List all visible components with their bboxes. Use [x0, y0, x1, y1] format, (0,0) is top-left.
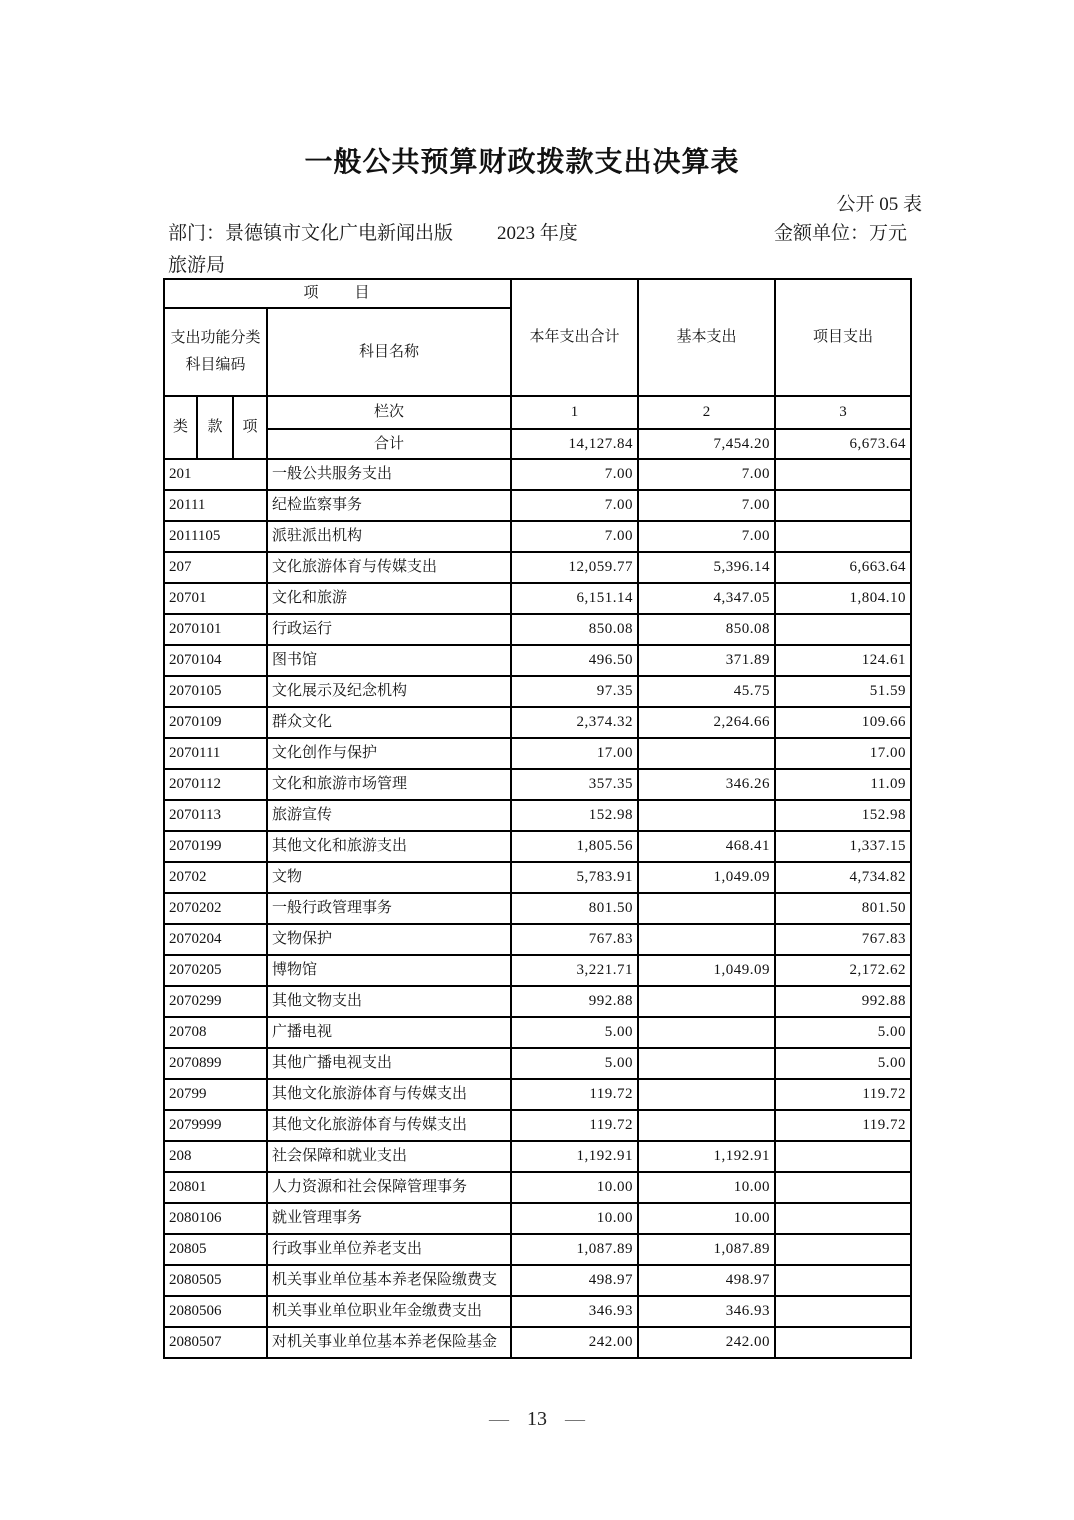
project-expense-cell: 17.00	[775, 738, 911, 769]
header-col-project-expense: 项目支出	[775, 279, 911, 396]
header-category: 类	[164, 396, 197, 459]
function-code-cell: 20805	[164, 1234, 267, 1265]
subject-name-cell: 人力资源和社会保障管理事务	[267, 1172, 511, 1203]
total-expense-cell: 119.72	[511, 1079, 638, 1110]
page-title: 一般公共预算财政拨款支出决算表	[304, 146, 740, 177]
basic-expense-sum: 7,454.20	[638, 429, 775, 459]
total-expense-cell: 5.00	[511, 1048, 638, 1079]
total-expense-cell: 357.35	[511, 769, 638, 800]
header-col-num-1: 1	[511, 396, 638, 429]
table-row	[164, 1296, 911, 1327]
total-expense-sum: 14,127.84	[511, 429, 638, 459]
function-code-cell: 201	[164, 459, 267, 490]
basic-expense-cell: 10.00	[638, 1203, 775, 1234]
table-row	[164, 831, 911, 862]
basic-expense-cell	[638, 924, 775, 955]
table-row	[164, 1265, 911, 1296]
header-project: 项 目	[164, 279, 511, 308]
function-code-cell: 2080106	[164, 1203, 267, 1234]
table-row	[164, 893, 911, 924]
project-expense-cell: 5.00	[775, 1048, 911, 1079]
subject-name-cell: 文化展示及纪念机构	[267, 676, 511, 707]
project-expense-cell	[775, 459, 911, 490]
table-row	[164, 1141, 911, 1172]
table-row	[164, 986, 911, 1017]
total-expense-cell: 119.72	[511, 1110, 638, 1141]
header-col-num-2: 2	[638, 396, 775, 429]
table-row	[164, 955, 911, 986]
header-function-code	[164, 308, 267, 396]
basic-expense-cell: 346.93	[638, 1296, 775, 1327]
function-code-cell: 20708	[164, 1017, 267, 1048]
subject-name-cell: 一般公共服务支出	[267, 459, 511, 490]
basic-expense-cell: 1,049.09	[638, 955, 775, 986]
function-code-cell: 2070199	[164, 831, 267, 862]
function-code-cell: 2070104	[164, 645, 267, 676]
function-code-cell: 2079999	[164, 1110, 267, 1141]
basic-expense-cell	[638, 738, 775, 769]
page-number: 13	[527, 1408, 547, 1430]
function-code-cell: 2070111	[164, 738, 267, 769]
subject-name-cell: 其他文化和旅游支出	[267, 831, 511, 862]
table-row	[164, 1017, 911, 1048]
table-row	[164, 738, 911, 769]
project-expense-cell: 152.98	[775, 800, 911, 831]
subject-name-cell: 就业管理事务	[267, 1203, 511, 1234]
project-expense-cell: 109.66	[775, 707, 911, 738]
subject-name-cell: 其他文物支出	[267, 986, 511, 1017]
function-code-cell: 2070105	[164, 676, 267, 707]
function-code-cell: 20701	[164, 583, 267, 614]
footer-dash-left: —	[489, 1408, 509, 1430]
basic-expense-cell: 2,264.66	[638, 707, 775, 738]
basic-expense-cell	[638, 893, 775, 924]
total-expense-cell: 12,059.77	[511, 552, 638, 583]
function-code-cell: 2080507	[164, 1327, 267, 1358]
project-expense-cell	[775, 614, 911, 645]
basic-expense-cell: 1,192.91	[638, 1141, 775, 1172]
total-expense-cell: 6,151.14	[511, 583, 638, 614]
subject-name-cell: 文化创作与保护	[267, 738, 511, 769]
project-expense-cell	[775, 1141, 911, 1172]
project-expense-cell	[775, 490, 911, 521]
subject-name-cell: 机关事业单位基本养老保险缴费支	[267, 1265, 511, 1296]
basic-expense-cell: 5,396.14	[638, 552, 775, 583]
function-code-cell: 207	[164, 552, 267, 583]
table-row	[164, 552, 911, 583]
basic-expense-cell	[638, 986, 775, 1017]
project-expense-cell	[775, 1203, 911, 1234]
total-expense-cell: 242.00	[511, 1327, 638, 1358]
project-expense-cell: 992.88	[775, 986, 911, 1017]
function-code-cell: 2070101	[164, 614, 267, 645]
basic-expense-cell: 1,087.89	[638, 1234, 775, 1265]
function-code-cell: 2070109	[164, 707, 267, 738]
total-expense-cell: 498.97	[511, 1265, 638, 1296]
subject-name-cell: 文物保护	[267, 924, 511, 955]
basic-expense-cell: 7.00	[638, 490, 775, 521]
subject-name-cell: 文化和旅游市场管理	[267, 769, 511, 800]
subject-name-cell: 其他文化旅游体育与传媒支出	[267, 1110, 511, 1141]
function-code-cell: 208	[164, 1141, 267, 1172]
total-expense-cell: 7.00	[511, 490, 638, 521]
subject-name-cell: 行政事业单位养老支出	[267, 1234, 511, 1265]
subject-name-cell: 图书馆	[267, 645, 511, 676]
basic-expense-cell	[638, 1110, 775, 1141]
project-expense-cell: 119.72	[775, 1079, 911, 1110]
project-expense-cell: 6,663.64	[775, 552, 911, 583]
function-code-cell: 2070204	[164, 924, 267, 955]
function-code-cell: 20801	[164, 1172, 267, 1203]
project-expense-cell: 2,172.62	[775, 955, 911, 986]
basic-expense-cell: 346.26	[638, 769, 775, 800]
table-row	[164, 583, 911, 614]
project-expense-cell: 4,734.82	[775, 862, 911, 893]
total-expense-cell: 850.08	[511, 614, 638, 645]
total-expense-cell: 801.50	[511, 893, 638, 924]
project-expense-cell: 11.09	[775, 769, 911, 800]
table-row	[164, 924, 911, 955]
table-row	[164, 1048, 911, 1079]
total-expense-cell: 7.00	[511, 459, 638, 490]
subject-name-cell: 群众文化	[267, 707, 511, 738]
subject-name-cell: 对机关事业单位基本养老保险基金	[267, 1327, 511, 1358]
amount-unit-label: 金额单位：万元	[773, 223, 907, 244]
total-expense-cell: 3,221.71	[511, 955, 638, 986]
subject-name-cell: 其他文化旅游体育与传媒支出	[267, 1079, 511, 1110]
function-code-cell: 2080505	[164, 1265, 267, 1296]
basic-expense-cell: 45.75	[638, 676, 775, 707]
fiscal-year-label: 2023 年度	[497, 223, 578, 244]
table-row	[164, 490, 911, 521]
header-row-total	[164, 429, 911, 459]
total-expense-cell: 97.35	[511, 676, 638, 707]
project-expense-cell	[775, 1327, 911, 1358]
basic-expense-cell: 850.08	[638, 614, 775, 645]
project-expense-cell: 801.50	[775, 893, 911, 924]
project-expense-cell	[775, 1172, 911, 1203]
subject-name-cell: 纪检监察事务	[267, 490, 511, 521]
basic-expense-cell: 7.00	[638, 521, 775, 552]
project-expense-cell	[775, 521, 911, 552]
table-code-label: 公开 05 表	[836, 194, 922, 215]
header-function-code-line2: 科目编码	[185, 357, 246, 373]
total-expense-cell: 346.93	[511, 1296, 638, 1327]
basic-expense-cell: 371.89	[638, 645, 775, 676]
subject-name-cell: 博物馆	[267, 955, 511, 986]
project-expense-sum: 6,673.64	[775, 429, 911, 459]
project-expense-cell: 119.72	[775, 1110, 911, 1141]
subject-name-cell: 文化旅游体育与传媒支出	[267, 552, 511, 583]
basic-expense-cell: 10.00	[638, 1172, 775, 1203]
table-row	[164, 676, 911, 707]
header-lanci-label: 栏次	[267, 396, 511, 429]
table-row	[164, 862, 911, 893]
project-expense-cell	[775, 1234, 911, 1265]
table-row	[164, 459, 911, 490]
table-row	[164, 1079, 911, 1110]
table-body	[164, 459, 911, 1358]
function-code-cell: 20702	[164, 862, 267, 893]
header-subject-name: 科目名称	[267, 308, 511, 396]
page-footer	[0, 1408, 1074, 1431]
project-expense-cell: 124.61	[775, 645, 911, 676]
total-expense-cell: 1,805.56	[511, 831, 638, 862]
function-code-cell: 2070205	[164, 955, 267, 986]
total-expense-cell: 17.00	[511, 738, 638, 769]
subject-name-cell: 行政运行	[267, 614, 511, 645]
function-code-cell: 2070113	[164, 800, 267, 831]
table-row	[164, 1327, 911, 1358]
subject-name-cell: 一般行政管理事务	[267, 893, 511, 924]
table-header	[164, 279, 911, 459]
header-col-num-3: 3	[775, 396, 911, 429]
table-row	[164, 707, 911, 738]
total-expense-cell: 767.83	[511, 924, 638, 955]
total-expense-cell: 10.00	[511, 1172, 638, 1203]
basic-expense-cell	[638, 1017, 775, 1048]
header-section: 款	[197, 396, 233, 459]
footer-dash-right: —	[565, 1408, 585, 1430]
total-expense-cell: 992.88	[511, 986, 638, 1017]
function-code-cell: 2080506	[164, 1296, 267, 1327]
total-expense-cell: 7.00	[511, 521, 638, 552]
department-label: 部门：景德镇市文化广电新闻出版	[168, 223, 454, 244]
basic-expense-cell: 7.00	[638, 459, 775, 490]
subject-name-cell: 社会保障和就业支出	[267, 1141, 511, 1172]
subject-name-cell: 其他广播电视支出	[267, 1048, 511, 1079]
total-expense-cell: 1,192.91	[511, 1141, 638, 1172]
basic-expense-cell: 242.00	[638, 1327, 775, 1358]
function-code-cell: 2070112	[164, 769, 267, 800]
function-code-cell: 2070202	[164, 893, 267, 924]
header-function-code-line1: 支出功能分类	[170, 330, 261, 346]
project-expense-cell: 5.00	[775, 1017, 911, 1048]
header-col-total-expense: 本年支出合计	[511, 279, 638, 396]
total-expense-cell: 5,783.91	[511, 862, 638, 893]
function-code-cell: 2011105	[164, 521, 267, 552]
project-expense-cell: 51.59	[775, 676, 911, 707]
project-expense-cell: 1,337.15	[775, 831, 911, 862]
total-expense-cell: 2,374.32	[511, 707, 638, 738]
subject-name-cell: 文化和旅游	[267, 583, 511, 614]
project-expense-cell: 1,804.10	[775, 583, 911, 614]
function-code-cell: 20111	[164, 490, 267, 521]
subject-name-cell: 派驻派出机构	[267, 521, 511, 552]
subject-name-cell: 文物	[267, 862, 511, 893]
department-label-line2: 旅游局	[168, 255, 226, 276]
basic-expense-cell	[638, 800, 775, 831]
function-code-cell: 20799	[164, 1079, 267, 1110]
project-expense-cell: 767.83	[775, 924, 911, 955]
budget-table	[163, 278, 912, 1359]
basic-expense-cell: 468.41	[638, 831, 775, 862]
subject-name-cell: 广播电视	[267, 1017, 511, 1048]
subject-name-cell: 机关事业单位职业年金缴费支出	[267, 1296, 511, 1327]
basic-expense-cell: 4,347.05	[638, 583, 775, 614]
header-col-basic-expense: 基本支出	[638, 279, 775, 396]
basic-expense-cell: 1,049.09	[638, 862, 775, 893]
basic-expense-cell	[638, 1048, 775, 1079]
total-row-label: 合计	[267, 429, 511, 459]
basic-expense-cell	[638, 1079, 775, 1110]
function-code-cell: 2070299	[164, 986, 267, 1017]
header-row-project	[164, 279, 911, 308]
table-row	[164, 521, 911, 552]
project-expense-cell	[775, 1265, 911, 1296]
total-expense-cell: 496.50	[511, 645, 638, 676]
project-expense-cell	[775, 1296, 911, 1327]
total-expense-cell: 10.00	[511, 1203, 638, 1234]
table-row	[164, 1110, 911, 1141]
header-item: 项	[233, 396, 267, 459]
table-row	[164, 769, 911, 800]
table-row	[164, 1172, 911, 1203]
table-row	[164, 1203, 911, 1234]
total-expense-cell: 152.98	[511, 800, 638, 831]
basic-expense-cell: 498.97	[638, 1265, 775, 1296]
total-expense-cell: 1,087.89	[511, 1234, 638, 1265]
table-row	[164, 1234, 911, 1265]
table-row	[164, 800, 911, 831]
total-expense-cell: 5.00	[511, 1017, 638, 1048]
header-row-lanci	[164, 396, 911, 429]
subject-name-cell: 旅游宣传	[267, 800, 511, 831]
function-code-cell: 2070899	[164, 1048, 267, 1079]
table-row	[164, 614, 911, 645]
table-row	[164, 645, 911, 676]
